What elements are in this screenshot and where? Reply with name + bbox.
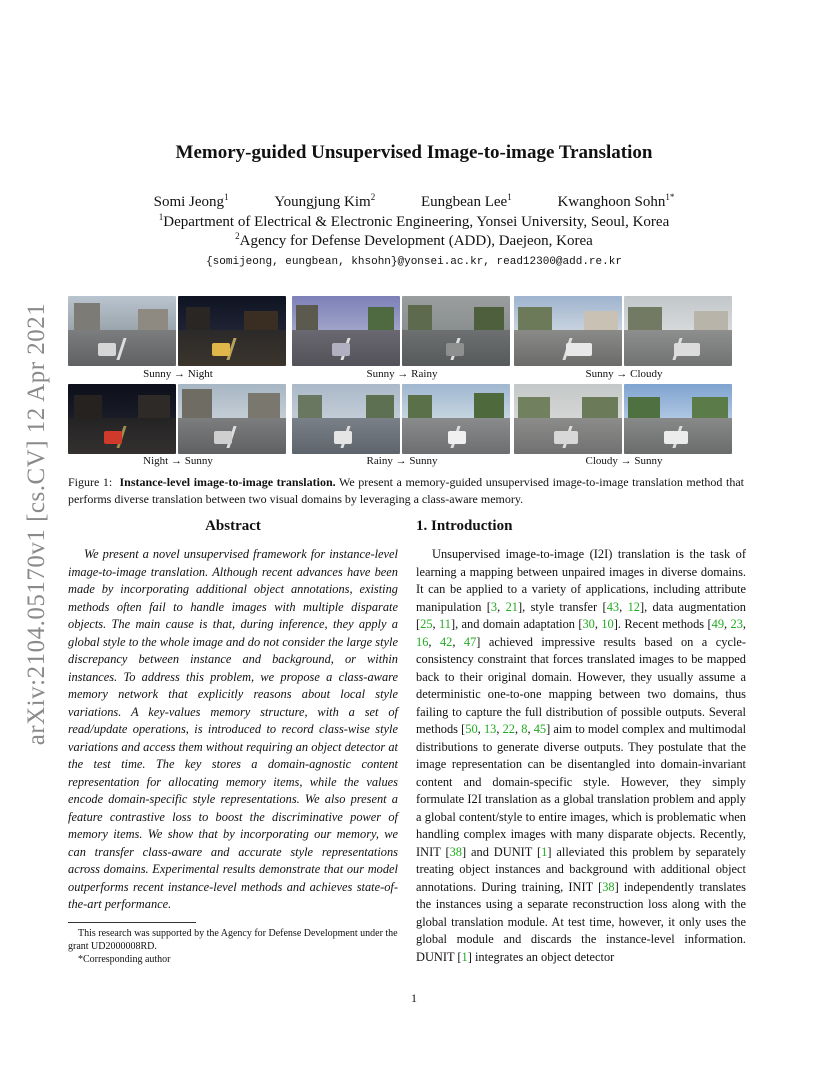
citation-link[interactable]: 47 bbox=[463, 634, 477, 649]
intro-text: ], and domain adaptation [ bbox=[450, 617, 583, 631]
author: Eungbean Lee$^1$ bbox=[420, 192, 512, 210]
footnote: *Corresponding author bbox=[78, 954, 171, 965]
intro-text: , bbox=[432, 617, 440, 631]
intro-text: ] alleviated this problem by separately treating object instances and background with additional object annotations. During training, INIT [ bbox=[416, 844, 746, 894]
intro-text: Unsupervised image-to-image (I2I) translation is the task of learning a mapping between unpaired images in diverse domains. It can be applied to a variety of applications, including attribute manipulation [ bbox=[416, 547, 746, 614]
photo-sunny-street bbox=[68, 296, 176, 366]
intro-text: ] achieved impressive results based on a cycle-consistency constraint that forces translated images to be mapped back to their original domain. However, they usually assume a deterministic one-to-one mapping between two domains, thus failing to capture the full distribution of possible outputs. Several methods [ bbox=[416, 634, 747, 736]
abstract-heading: Abstract bbox=[205, 518, 261, 534]
photo-night-street bbox=[68, 384, 176, 454]
figure-label: Rainy → Sunny bbox=[366, 455, 438, 467]
intro-text: , bbox=[514, 722, 522, 736]
affiliation: $^2$Agency for Defense Development (ADD), Daejeon, Korea bbox=[235, 231, 593, 249]
intro-text: ] aim to model complex and multimodal distributions to generate diverse outputs. They postulate that the image representation can be disentangled into domain-invariant content and domain-specific style. However, they simply formulate I2I translation as a global translation problem and apply a global content/style to entire images, which is problematic when handling complex images with many disparate objects. Recently, INIT [ bbox=[416, 722, 747, 859]
figure-label: Sunny → Cloudy bbox=[585, 368, 663, 380]
author: Youngjung Kim$^2$ bbox=[274, 192, 376, 210]
intro-text: , bbox=[619, 599, 628, 614]
intro-text: ], style transfer [ bbox=[517, 599, 607, 614]
citation-link[interactable]: 11 bbox=[439, 617, 451, 631]
citation-link[interactable]: 43 bbox=[606, 599, 620, 614]
photo-cloudy-street bbox=[514, 384, 622, 454]
footnotes bbox=[68, 927, 398, 966]
citation-link[interactable]: 16 bbox=[416, 634, 429, 649]
author-list bbox=[0, 194, 828, 211]
photo-rainy-street bbox=[292, 384, 400, 454]
photo-rainy-street bbox=[402, 296, 510, 366]
intro-text: , bbox=[527, 722, 534, 736]
photo-sunny-street bbox=[624, 384, 732, 454]
citation-link[interactable]: 38 bbox=[449, 844, 462, 859]
affiliation: $^1$Department of Electrical & Electronic Engineering, Yonsei University, Seoul, Korea bbox=[158, 212, 670, 230]
figure-label: Night → Sunny bbox=[143, 455, 213, 467]
citation-link[interactable]: 30 bbox=[582, 617, 595, 631]
author-emails: {somijeong, eungbean, khsohn}@yonsei.ac.kr, read12300@add.re.kr bbox=[206, 256, 622, 268]
citation-link[interactable]: 25 bbox=[420, 617, 433, 631]
paper-title: Memory-guided Unsupervised Image-to-image Translation bbox=[175, 142, 653, 163]
intro-text: ] independently translates the instances using a separate reconstruction loss along with the global translation module. At test time, however, it only uses the global module and discards the instance-level information. DUNIT [ bbox=[416, 879, 746, 964]
intro-text: , bbox=[452, 634, 464, 649]
author: Kwanghoon Sohn$^{1*}$ bbox=[557, 192, 675, 210]
figure-label: Sunny → Night bbox=[143, 368, 213, 380]
photo-sunny-street bbox=[514, 296, 622, 366]
figure-label: Sunny → Rainy bbox=[366, 368, 438, 380]
photo-cloudy-street bbox=[624, 296, 732, 366]
photo-sunny-street bbox=[402, 384, 510, 454]
figure-label: Cloudy → Sunny bbox=[585, 455, 663, 467]
citation-link[interactable]: 49 bbox=[711, 617, 725, 631]
citation-link[interactable]: 1 bbox=[541, 844, 548, 859]
intro-text: , bbox=[724, 617, 731, 631]
citation-link[interactable]: 13 bbox=[483, 722, 497, 736]
photo-night-street bbox=[178, 296, 286, 366]
citation-link[interactable]: 1 bbox=[461, 949, 468, 964]
citation-link[interactable]: 50 bbox=[465, 722, 478, 736]
photo-sunny-street bbox=[292, 296, 400, 366]
citation-link[interactable]: 21 bbox=[505, 599, 518, 614]
arxiv-identifier: arXiv:2104.05170v1 [cs.CV] 12 Apr 2021 bbox=[23, 302, 50, 746]
citation-link[interactable]: 45 bbox=[533, 722, 547, 736]
intro-text: ] and DUNIT [ bbox=[461, 844, 542, 859]
citation-link[interactable]: 38 bbox=[602, 879, 615, 894]
figure-caption: Figure 1: Instance-level image-to-image translation. We present a memory-guided unsupervised image-to-image translation method that performs diverse translation between two visual domains by leveraging a class-aware memory. bbox=[68, 475, 745, 506]
page-number: 1 bbox=[411, 991, 417, 1005]
intro-text: , bbox=[742, 617, 746, 631]
photo-sunny-street bbox=[178, 384, 286, 454]
author: Somi Jeong$^1$ bbox=[153, 192, 229, 210]
intro-text: , bbox=[428, 634, 440, 649]
footnote-rule bbox=[68, 922, 196, 923]
intro-text: , bbox=[477, 722, 484, 736]
section-heading: 1. Introduction bbox=[416, 518, 513, 534]
abstract-body: We present a novel unsupervised framework for instance-level image-to-image translation. Although recent advances have been made by incorporating additional object annotations, existing methods often fail to handle images with multiple disparate objects. The main cause is that, during inference, they apply a global style to the whole image and do not consider the large style discrepancy between instance and background, or within instances. To address this problem, we propose a class-aware memory network that explicitly reasons about local style variations. A key-values memory structure, with a set of read/update operations, is introduced to record class-wise style variations and access them without requiring an object detector at the test time. The key stores a domain-agnostic content representation for allocating memory items, while the values encode domain-specific style representations. We also present a feature contrastive loss to boost the discriminative power of memory items. We show that by incorporating our memory, we can transfer class-aware and accurate style representations across domains. Experimental results demonstrate that our model outperforms recent instance-level methods and achieves state-of-the-art performance. bbox=[68, 547, 398, 911]
intro-text: ], data augmentation [ bbox=[416, 599, 747, 631]
citation-link[interactable]: 12 bbox=[627, 599, 640, 614]
arxiv-stamp bbox=[22, 286, 52, 762]
intro-text: ]. Recent methods [ bbox=[613, 617, 712, 631]
citation-link[interactable]: 3 bbox=[490, 599, 498, 614]
intro-text: , bbox=[594, 617, 602, 631]
introduction-body bbox=[416, 546, 746, 966]
citation-link[interactable]: 22 bbox=[502, 722, 515, 736]
intro-text: ] integrates an object detector bbox=[467, 949, 615, 964]
footnote: This research was supported by the Agency for Defense Development under the grant UD2000008RD. bbox=[68, 928, 398, 952]
citation-link[interactable]: 8 bbox=[521, 722, 528, 736]
citation-link[interactable]: 23 bbox=[730, 617, 743, 631]
citation-link[interactable]: 42 bbox=[439, 634, 453, 649]
intro-text: , bbox=[497, 599, 506, 614]
citation-link[interactable]: 10 bbox=[601, 617, 614, 631]
intro-text: , bbox=[496, 722, 503, 736]
